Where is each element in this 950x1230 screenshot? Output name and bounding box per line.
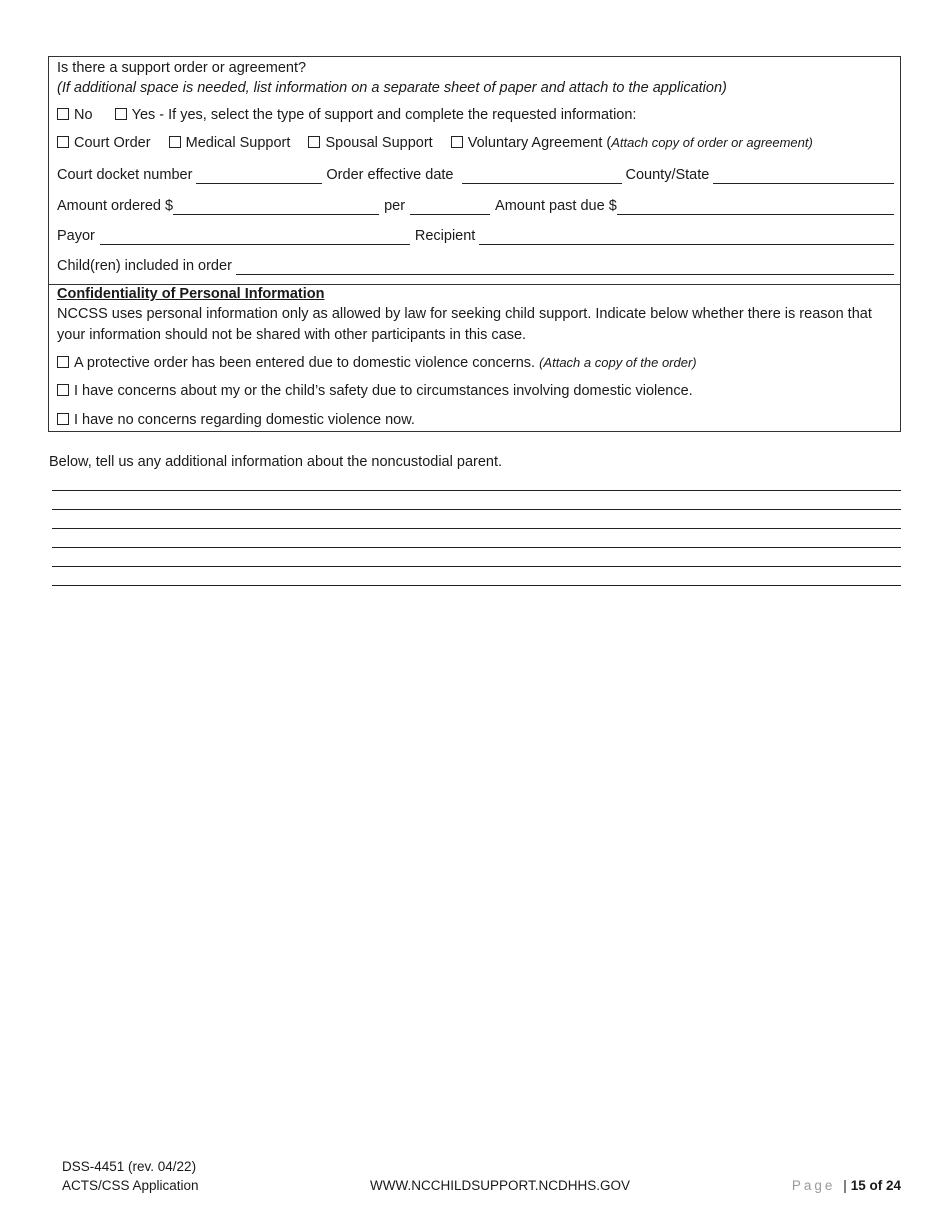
support-order-note: (If additional space is needed, list information on a separate sheet of paper and attach to the application) xyxy=(57,80,727,96)
additional-info-line-3[interactable] xyxy=(52,528,901,529)
amount-ordered-field[interactable] xyxy=(173,201,379,215)
page-number: 15 of 24 xyxy=(850,1178,901,1193)
per-label: per xyxy=(384,198,406,214)
county-state-field[interactable] xyxy=(713,170,894,184)
order-effective-field[interactable] xyxy=(462,170,622,184)
footer-page: Page | 15 of 24 xyxy=(791,1178,901,1193)
additional-info-line-1[interactable] xyxy=(52,490,901,491)
court-docket-row xyxy=(57,166,894,184)
spousal-support-checkbox[interactable] xyxy=(308,136,320,148)
voluntary-agreement-note: Attach copy of order or agreement) xyxy=(611,135,813,150)
footer-website[interactable]: WWW.NCCHILDSUPPORT.NCDHHS.GOV xyxy=(370,1178,631,1193)
protective-order-checkbox[interactable] xyxy=(57,356,69,368)
no-checkbox[interactable] xyxy=(57,108,69,120)
additional-info-line-2[interactable] xyxy=(52,509,901,510)
no-concerns-checkbox[interactable] xyxy=(57,413,69,425)
safety-concerns-checkbox[interactable] xyxy=(57,384,69,396)
safety-concerns-label: I have concerns about my or the child’s safety due to circumstances involving domestic violence. xyxy=(74,383,693,399)
protective-order-note: (Attach a copy of the order) xyxy=(539,355,697,370)
voluntary-agreement-checkbox[interactable] xyxy=(451,136,463,148)
additional-info-line-5[interactable] xyxy=(52,566,901,567)
confidentiality-option-safety-concerns xyxy=(57,382,894,400)
spousal-support-label: Spousal Support xyxy=(325,135,433,151)
amount-past-due-label: Amount past due $ xyxy=(495,198,617,214)
payor-field[interactable] xyxy=(100,231,410,245)
court-docket-field[interactable] xyxy=(196,170,322,184)
confidentiality-option-no-concerns xyxy=(57,411,894,429)
medical-support-label: Medical Support xyxy=(185,135,291,151)
confidentiality-heading: Confidentiality of Personal Information xyxy=(57,286,325,302)
voluntary-agreement-label: Voluntary Agreement ( xyxy=(467,135,612,151)
payor-row xyxy=(57,227,894,245)
amount-row xyxy=(57,197,894,215)
form-name: ACTS/CSS Application xyxy=(62,1178,199,1193)
protective-order-label: A protective order has been entered due to domestic violence concerns. xyxy=(74,355,536,371)
order-effective-label: Order effective date xyxy=(326,167,454,183)
support-order-yes-no-row xyxy=(57,106,894,124)
medical-support-checkbox[interactable] xyxy=(169,136,181,148)
children-row xyxy=(57,257,894,275)
support-type-row xyxy=(57,134,894,152)
recipient-field[interactable] xyxy=(479,231,894,245)
additional-info-line-4[interactable] xyxy=(52,547,901,548)
confidentiality-option-protective-order xyxy=(57,354,894,372)
confidentiality-text: NCCSS uses personal information only as allowed by law for seeking child support. Indicate below whether there is reason that your information should not be shared with other participants in this case. xyxy=(57,306,872,343)
payor-label: Payor xyxy=(57,228,95,244)
per-field[interactable] xyxy=(410,201,490,215)
court-docket-label: Court docket number xyxy=(57,167,193,183)
amount-ordered-label: Amount ordered $ xyxy=(57,198,174,214)
additional-info-line-6[interactable] xyxy=(52,585,901,586)
yes-checkbox[interactable] xyxy=(115,108,127,120)
support-order-section xyxy=(48,56,901,432)
support-order-question: Is there a support order or agreement? xyxy=(57,60,307,76)
no-concerns-label: I have no concerns regarding domestic violence now. xyxy=(74,412,415,428)
court-order-checkbox[interactable] xyxy=(57,136,69,148)
recipient-label: Recipient xyxy=(414,228,476,244)
form-id: DSS-4451 (rev. 04/22) xyxy=(62,1159,197,1174)
children-label: Child(ren) included in order xyxy=(57,258,232,274)
page-label: Page xyxy=(791,1178,836,1193)
footer-form-info xyxy=(62,1157,199,1195)
county-state-label: County/State xyxy=(625,167,710,183)
children-field[interactable] xyxy=(236,261,894,275)
no-label: No xyxy=(74,107,93,123)
yes-label: Yes - If yes, select the type of support and complete the requested information: xyxy=(131,107,637,123)
additional-info-label: Below, tell us any additional information about the noncustodial parent. xyxy=(49,454,503,470)
amount-past-due-field[interactable] xyxy=(617,201,894,215)
court-order-label: Court Order xyxy=(74,135,151,151)
